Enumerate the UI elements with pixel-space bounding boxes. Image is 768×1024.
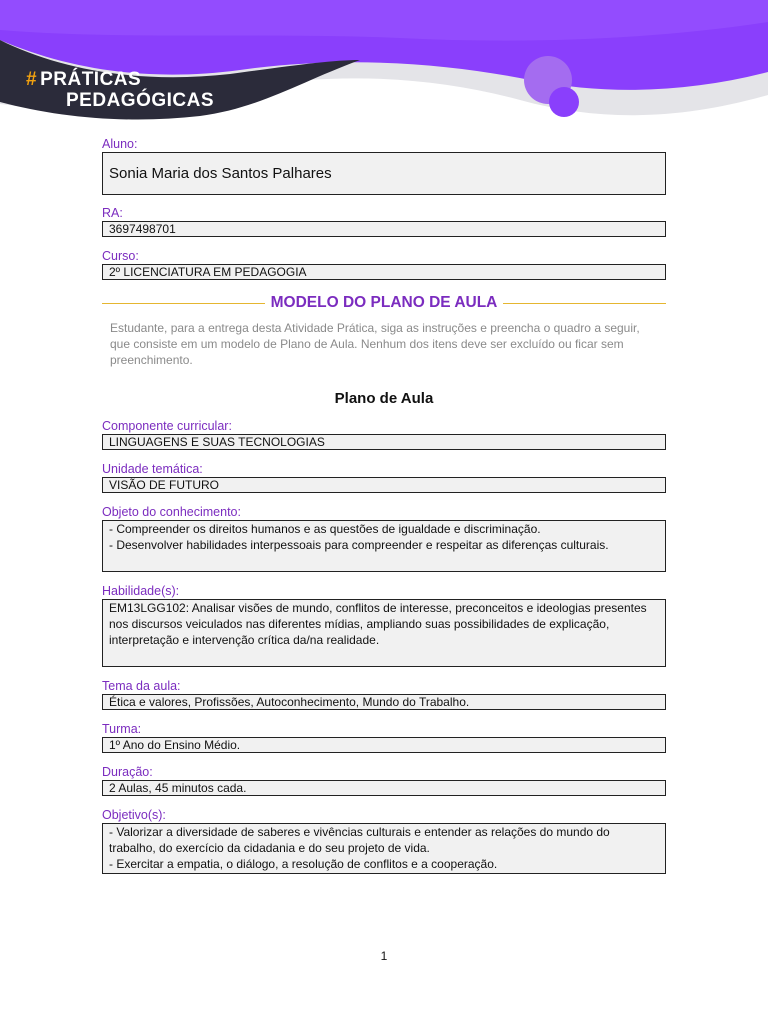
intro-text: Estudante, para a entrega desta Atividade Prática, siga as instruções e preencha o quadro a seguir, que consiste em um modelo de Plano de Aula. Nenhum dos itens deve ser excluído ou ficar sem preenchimento. bbox=[110, 321, 640, 367]
ra-field[interactable]: 3697498701 bbox=[102, 221, 666, 237]
curso-field[interactable]: 2º LICENCIATURA EM PEDAGOGIA bbox=[102, 264, 666, 280]
componente-field[interactable]: LINGUAGENS E SUAS TECNOLOGIAS bbox=[102, 434, 666, 450]
duracao-field[interactable]: 2 Aulas, 45 minutos cada. bbox=[102, 780, 666, 796]
ra-label: RA: bbox=[102, 206, 123, 220]
objeto-label: Objeto do conhecimento: bbox=[102, 505, 241, 519]
section-title bbox=[102, 294, 666, 312]
header-banner bbox=[0, 0, 768, 130]
title-rule-left bbox=[102, 303, 265, 304]
brand-logo bbox=[26, 70, 214, 110]
turma-label: Turma: bbox=[102, 722, 142, 736]
brand-line1: PRÁTICAS bbox=[40, 69, 142, 90]
habilidades-field[interactable]: EM13LGG102: Analisar visões de mundo, conflitos de interesse, preconceitos e ideologias presentes nos discursos veiculados nas diferentes mídias, ampliando suas possibilidades de explicação, interpretação e intervenção crítica da/na realidade. bbox=[102, 599, 666, 667]
page-number: 1 bbox=[380, 949, 388, 963]
brand-hash: # bbox=[26, 69, 38, 90]
turma-field[interactable]: 1º Ano do Ensino Médio. bbox=[102, 737, 666, 753]
aluno-label: Aluno: bbox=[102, 137, 138, 151]
objeto-field[interactable]: - Compreender os direitos humanos e as questões de igualdade e discriminação. - Desenvolver habilidades interpessoais para compreender e respeitar as diferenças culturais. bbox=[102, 520, 666, 572]
brand-line2: PEDAGÓGICAS bbox=[66, 90, 215, 111]
section-title-text: MODELO DO PLANO DE AULA bbox=[270, 294, 498, 311]
componente-label: Componente curricular: bbox=[102, 419, 232, 433]
tema-label: Tema da aula: bbox=[102, 679, 181, 693]
tema-field[interactable]: Ética e valores, Profissões, Autoconhecimento, Mundo do Trabalho. bbox=[102, 694, 666, 710]
curso-label: Curso: bbox=[102, 249, 139, 263]
plan-title: Plano de Aula bbox=[334, 390, 434, 407]
unidade-field[interactable]: VISÃO DE FUTURO bbox=[102, 477, 666, 493]
habilidades-label: Habilidade(s): bbox=[102, 584, 180, 598]
objetivos-label: Objetivo(s): bbox=[102, 808, 166, 822]
unidade-label: Unidade temática: bbox=[102, 462, 203, 476]
title-rule-right bbox=[503, 303, 666, 304]
objetivos-field[interactable]: - Valorizar a diversidade de saberes e vivências culturais e entender as relações do mundo do trabalho, do exercício da cidadania e do seu projeto de vida. - Exercitar a empatia, o diálogo, a resolução de conflitos e a cooperação. bbox=[102, 823, 666, 874]
document-body bbox=[102, 137, 666, 874]
duracao-label: Duração: bbox=[102, 765, 153, 779]
aluno-field[interactable]: Sonia Maria dos Santos Palhares bbox=[102, 152, 666, 195]
